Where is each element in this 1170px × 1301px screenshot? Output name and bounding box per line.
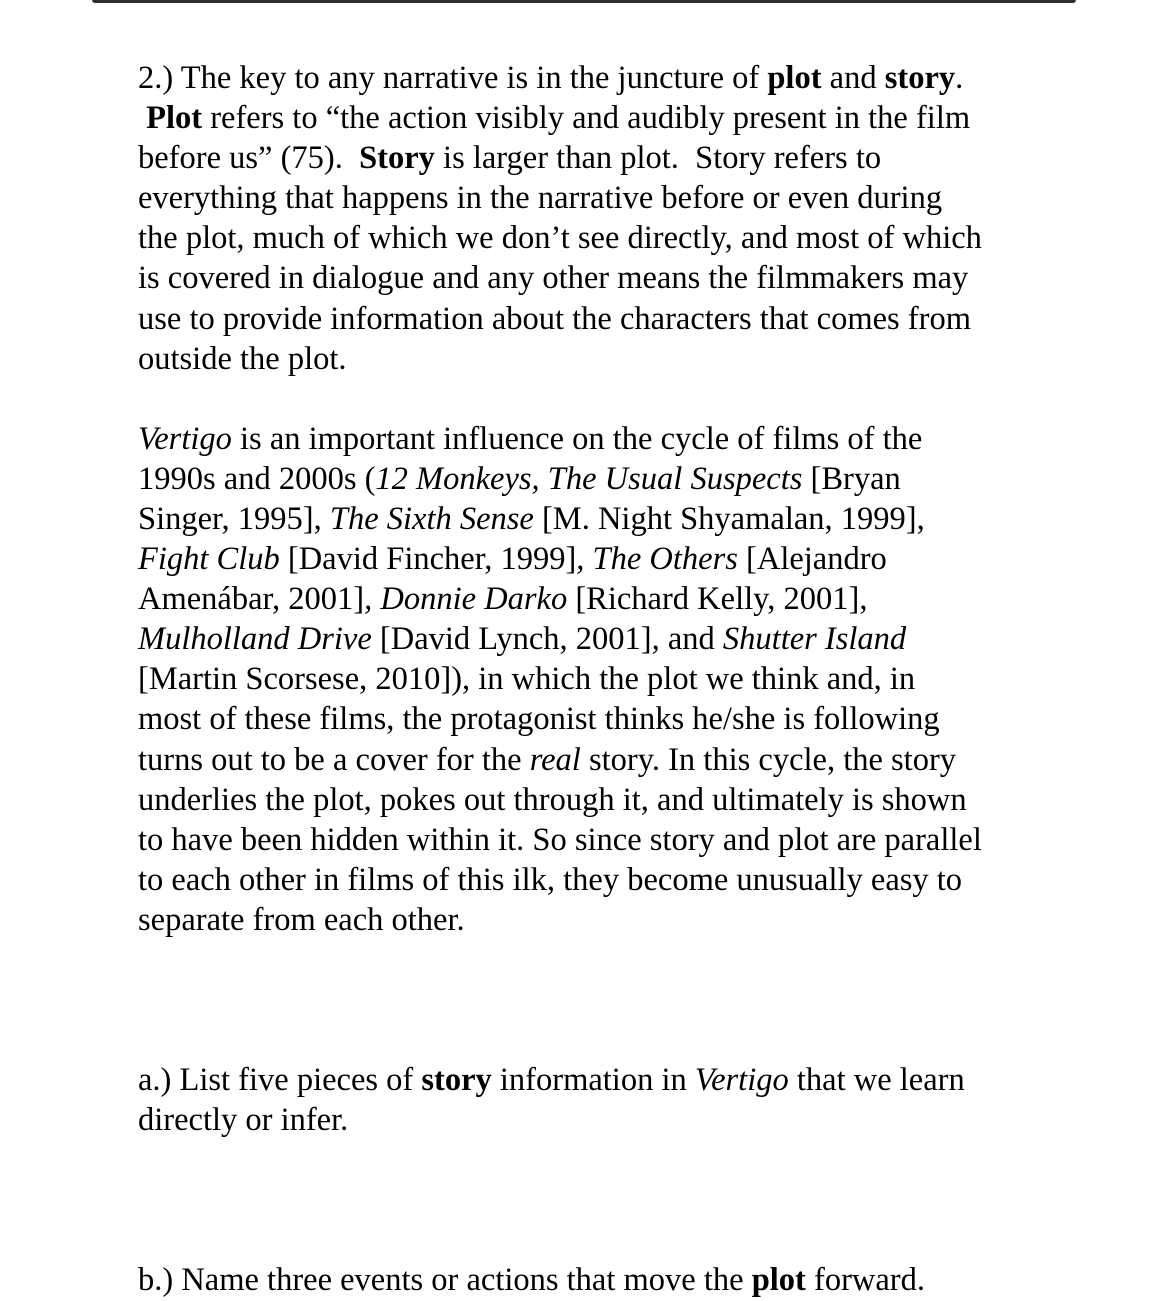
- italic-title: The Sixth Sense: [329, 500, 534, 537]
- text-run: everything that happens in the narrative before or even during: [138, 180, 943, 217]
- text-line: [138, 539, 1038, 579]
- text-run: information in: [491, 1061, 695, 1098]
- text-run: 1990s and 2000s (: [138, 460, 376, 497]
- text-run: turns out to be a cover for the: [138, 741, 530, 778]
- text-run: to have been hidden within it. So since story and plot are parallel: [138, 821, 982, 858]
- italic-title: Vertigo: [138, 420, 232, 457]
- document-body: [138, 58, 1038, 1300]
- italic-title: real: [529, 741, 581, 778]
- text-run: [Richard Kelly, 2001],: [567, 581, 868, 618]
- question-2-paragraph: [138, 58, 1038, 379]
- text-line: [138, 178, 1038, 218]
- text-line: [138, 138, 1038, 178]
- text-run: [Alejandro: [737, 541, 887, 578]
- text-line: [138, 258, 1038, 298]
- text-run: 2.) The key to any narrative is in the juncture of: [138, 60, 768, 96]
- text-run: a.) List five pieces of: [138, 1061, 422, 1098]
- text-run: [Martin Scorsese, 2010]), in which the plot we think and, in: [138, 661, 916, 698]
- bold-term: story: [884, 60, 956, 96]
- text-run: and: [659, 621, 723, 658]
- paragraph-spacer: [138, 379, 1038, 419]
- text-run: .: [955, 60, 964, 96]
- bold-term: Story: [359, 140, 435, 177]
- text-run: refers to “the action visibly and audibly present in the film: [202, 100, 971, 137]
- text-run: is an important influence on the cycle of films of the: [231, 420, 923, 457]
- bold-term: Plot: [146, 100, 203, 137]
- text-run: is covered in dialogue and any other means the filmmakers may: [138, 260, 969, 297]
- italic-title: Mulholland Drive: [138, 621, 372, 658]
- text-run: and: [821, 60, 885, 96]
- text-run: that we learn: [788, 1061, 965, 1098]
- italic-title: , The Others: [576, 541, 738, 578]
- text-run: directly or infer.: [138, 1102, 349, 1139]
- text-run: story. In this cycle, the story: [580, 741, 957, 778]
- text-line: [138, 1060, 1038, 1100]
- text-run: is larger than plot. Story refers to: [434, 140, 882, 177]
- text-line: [138, 1260, 1038, 1300]
- text-run: forward.: [805, 1262, 925, 1299]
- italic-title: Fight Club: [138, 541, 280, 578]
- vertigo-paragraph: [138, 419, 1038, 940]
- italic-title: Shutter Island: [722, 621, 907, 658]
- text-line: [138, 659, 1038, 699]
- text-line: [138, 459, 1038, 499]
- text-line: [138, 499, 1038, 539]
- text-run: [138, 100, 146, 136]
- italic-title: , Donnie Darko: [364, 581, 568, 618]
- text-run: [M. Night Shyamalan, 1999],: [533, 500, 925, 537]
- text-run: the plot, much of which we don’t see directly, and most of which: [138, 220, 982, 257]
- text-line: [138, 218, 1038, 258]
- text-line: [138, 619, 1038, 659]
- text-line: [138, 699, 1038, 739]
- text-line: [138, 1100, 1038, 1140]
- text-run: underlies the plot, pokes out through it, and ultimately is shown: [138, 781, 967, 818]
- italic-title: ,: [651, 621, 660, 658]
- text-line: [138, 900, 1038, 940]
- text-run: to each other in films of this ilk, they become unusually easy to: [138, 861, 963, 898]
- text-line: [138, 579, 1038, 619]
- text-run: [David Lynch, 2001]: [371, 621, 652, 658]
- paragraph-spacer: [138, 940, 1038, 1060]
- top-divider: [92, 0, 1076, 3]
- text-run: b.) Name three events or actions that move the: [138, 1262, 752, 1299]
- italic-title: Vertigo: [694, 1061, 789, 1098]
- text-line: [138, 860, 1038, 900]
- bold-term: story: [421, 1061, 492, 1098]
- italic-title: 12 Monkeys, The Usual Suspects: [375, 460, 803, 497]
- text-run: separate from each other.: [138, 901, 465, 938]
- answer-space-a: [138, 1140, 1038, 1260]
- text-run: use to provide information about the characters that comes from: [138, 300, 971, 337]
- text-run: outside the plot.: [138, 340, 347, 377]
- question-b: [138, 1260, 1038, 1300]
- text-line: [138, 339, 1038, 379]
- text-run: most of these films, the protagonist thinks he/she is following: [138, 701, 940, 738]
- bold-term: plot: [767, 60, 822, 96]
- text-line: [138, 419, 1038, 459]
- text-run: [David Fincher, 1999]: [279, 541, 577, 578]
- text-run: Singer, 1995],: [138, 500, 330, 537]
- text-line: [138, 58, 1038, 98]
- text-run: before us” (75).: [138, 140, 360, 177]
- question-a: [138, 1060, 1038, 1140]
- text-line: [138, 820, 1038, 860]
- text-line: [138, 780, 1038, 820]
- text-run: Amenábar, 2001]: [138, 581, 365, 618]
- text-line: [138, 299, 1038, 339]
- text-line: [138, 740, 1038, 780]
- text-run: [Bryan: [802, 460, 901, 497]
- text-line: [138, 98, 1038, 138]
- bold-term: plot: [751, 1262, 806, 1299]
